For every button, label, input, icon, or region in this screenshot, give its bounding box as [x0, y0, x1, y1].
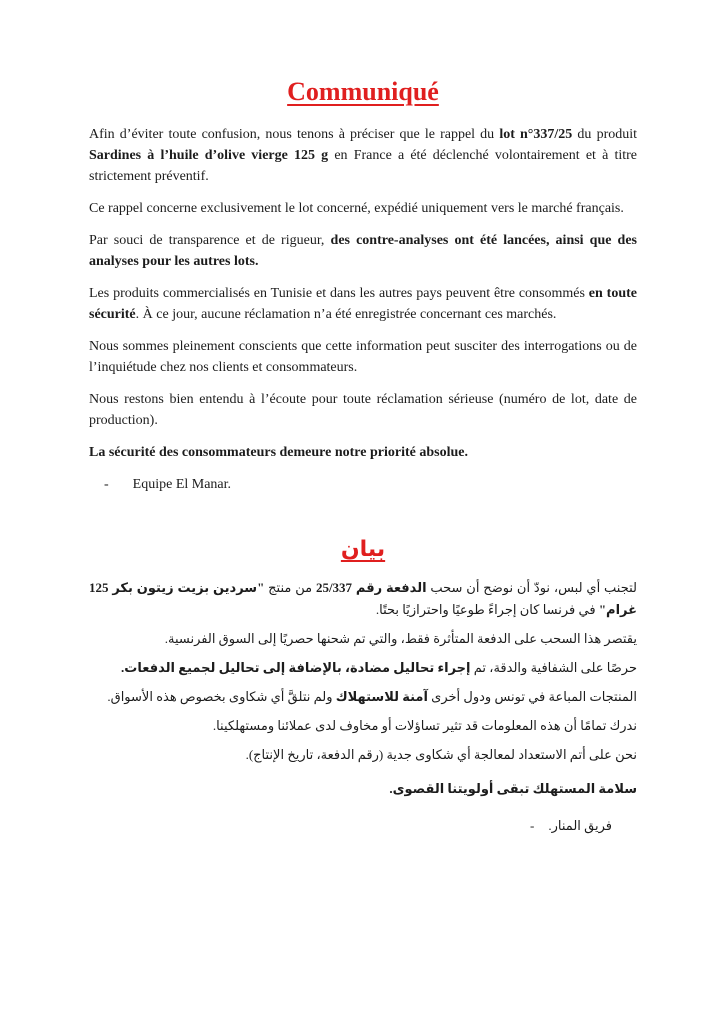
- text-run: La sécurité des consommateurs demeure notre priorité absolue.: [89, 445, 468, 461]
- text-run: Ce rappel concerne exclusivement le lot concerné, expédié uniquement vers le marché français.: [89, 201, 624, 217]
- french-title: Communiqué: [287, 77, 439, 106]
- arabic-title: بيان: [340, 536, 386, 562]
- signature-dash: -: [104, 477, 109, 493]
- text-run: نحن على أتم الاستعداد لمعالجة أي شكاوى جدية (رقم الدفعة، تاريخ الإنتاج).: [245, 746, 637, 762]
- text-run: ندرك تمامًا أن هذه المعلومات قد تثير تساؤلات أو مخاوف لدى عملائنا ومستهلكينا.: [212, 717, 637, 733]
- french-paragraph-7: [89, 442, 637, 463]
- text-run: Nous restons bien entendu à l’écoute pour toute réclamation sérieuse (numéro de lot, date de production).: [89, 392, 637, 429]
- text-run: آمنة للاستهلاك: [335, 688, 428, 704]
- arabic-paragraph-4: [89, 686, 637, 708]
- signature-text: Equipe El Manar.: [132, 477, 232, 493]
- french-paragraph-5: [89, 336, 637, 378]
- text-run: en France a été déclenché volontairement et à titre strictement préventif.: [89, 148, 637, 185]
- french-paragraph-3: [89, 230, 637, 272]
- text-run: Nous sommes pleinement conscients que cette information peut susciter des interrogations ou de l’inquiétude chez nos clients et consommateurs.: [89, 339, 637, 376]
- french-paragraph-4: [89, 283, 637, 325]
- text-run: سلامة المستهلك تبقى أولويتنا القصوى.: [389, 780, 637, 796]
- french-section: [89, 124, 637, 495]
- arabic-paragraph-2: [89, 628, 637, 650]
- signature-text: فريق المنار.: [548, 817, 612, 833]
- arabic-paragraph-1: [89, 577, 637, 621]
- text-run: Afin d’éviter toute confusion, nous tenons à préciser que le rappel du: [89, 127, 500, 143]
- text-run: "سردين بزيت زيتون بكر 125 غرام": [89, 579, 637, 617]
- text-run: حرصًا على الشفافية والدقة، تم: [470, 659, 637, 675]
- text-run: Sardines à l’huile d’olive vierge 125 g: [89, 148, 329, 164]
- arabic-paragraph-3: [89, 657, 637, 679]
- text-run: المنتجات المباعة في تونس ودول أخرى: [427, 688, 637, 704]
- french-signature: [89, 474, 637, 495]
- text-run: من منتج: [264, 579, 316, 595]
- text-run: ولم نتلقَّ أي شكاوى بخصوص هذه الأسواق.: [107, 688, 336, 704]
- french-paragraph-1: [89, 124, 637, 187]
- french-paragraph-6: [89, 389, 637, 431]
- text-run: du produit: [572, 127, 638, 143]
- arabic-paragraph-5: [89, 715, 637, 737]
- text-run: en toute sécurité: [89, 286, 637, 323]
- french-paragraph-2: [89, 198, 637, 219]
- text-run: Les produits commercialisés en Tunisie et dans les autres pays peuvent être consommés: [89, 286, 589, 302]
- text-run: في فرنسا كان إجراءً طوعيًا واحترازيًا بحتًا.: [375, 601, 599, 617]
- text-run: إجراء تحاليل مضادة، بالإضافة إلى تحاليل لجميع الدفعات.: [121, 659, 471, 675]
- arabic-paragraph-6: [89, 744, 637, 766]
- text-run: lot n°337/25: [499, 127, 573, 143]
- arabic-section: [89, 577, 637, 837]
- text-run: يقتصر هذا السحب على الدفعة المتأثرة فقط، والتي تم شحنها حصريًا إلى السوق الفرنسية.: [164, 630, 637, 646]
- text-run: الدفعة رقم 25/337: [315, 579, 427, 595]
- arabic-signature: [89, 815, 637, 837]
- text-run: لتجنب أي لبس، نودّ أن نوضح أن سحب: [426, 579, 638, 595]
- text-run: des contre-analyses ont été lancées, ainsi que des analyses pour les autres lots.: [89, 233, 637, 270]
- arabic-paragraph-7: [89, 778, 637, 800]
- text-run: Par souci de transparence et de rigueur,: [89, 233, 331, 249]
- signature-dash: -: [530, 817, 535, 833]
- text-run: . À ce jour, aucune réclamation n’a été enregistrée concernant ces marchés.: [135, 307, 557, 323]
